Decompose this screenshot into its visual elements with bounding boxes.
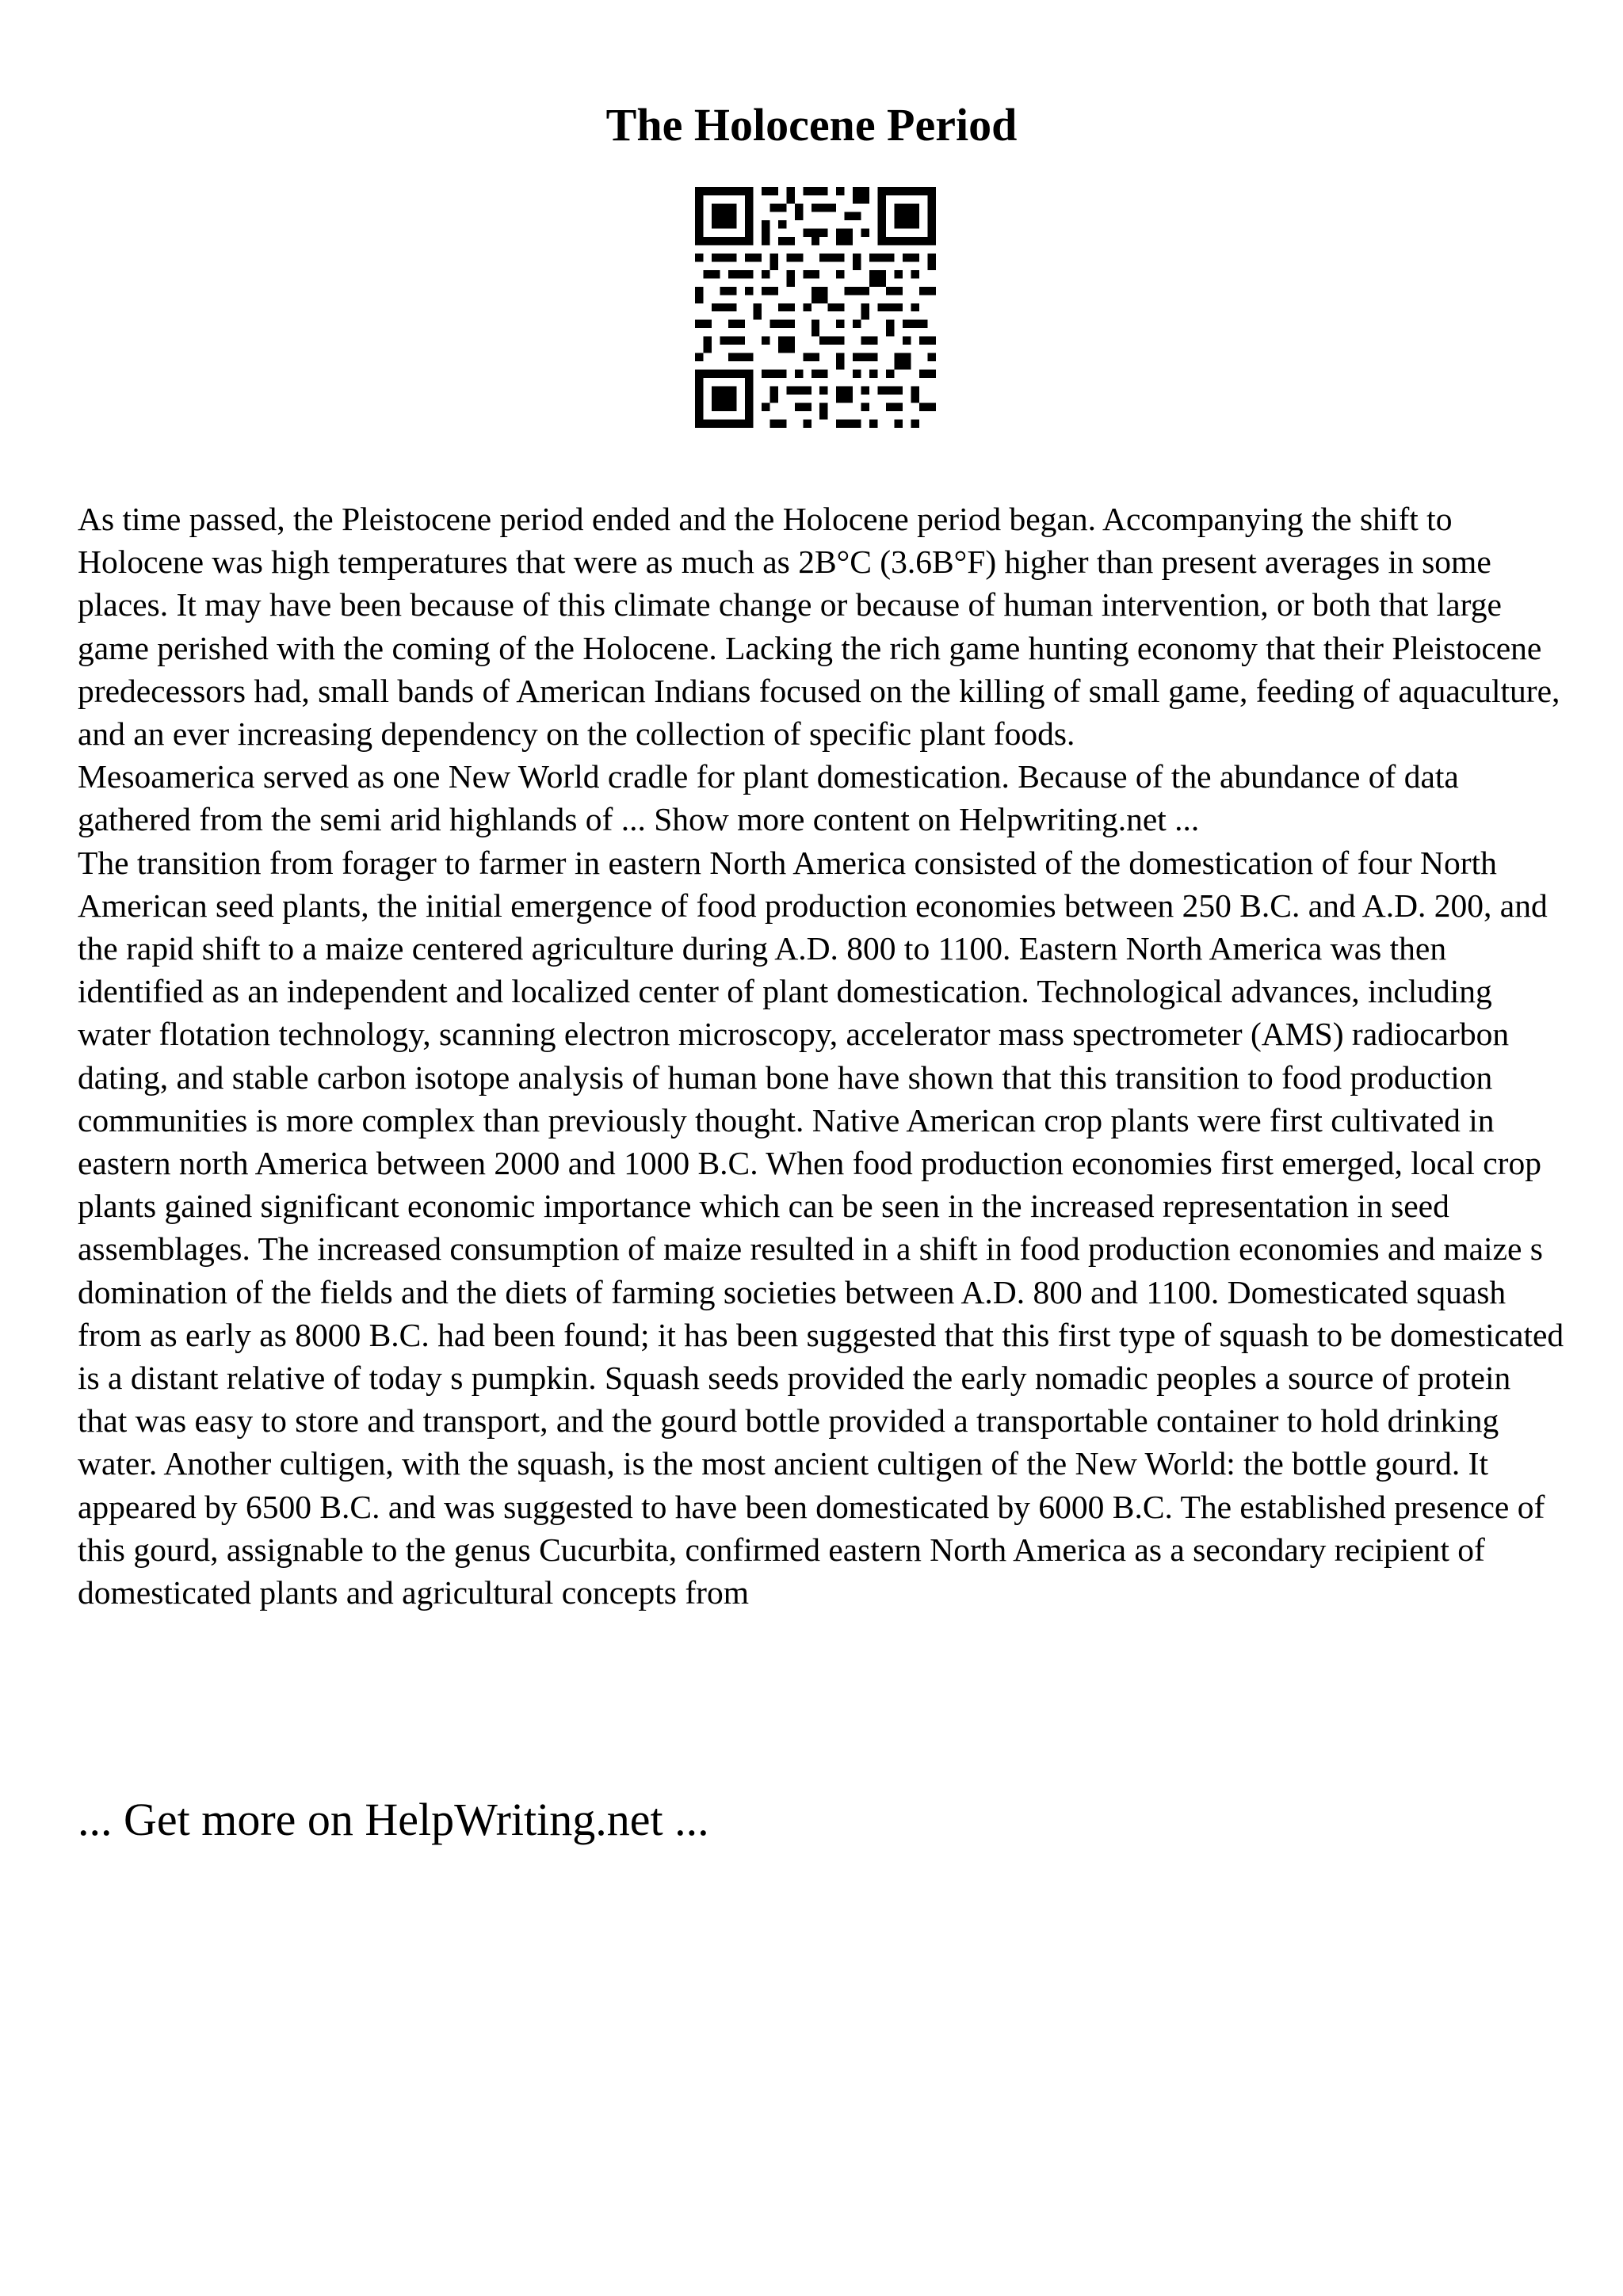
paragraph-1: As time passed, the Pleistocene period ended and the Holocene period began. Accompanying the shift to Holocene was high temperatures that were as much as 2B°C (3.6B°F) higher than present averages in some places. It may have been because of this climate change or because of human intervention, or both that large game perished with the coming of the Holocene. Lacking the rich game hunting economy that their Pleistocene predecessors had, small bands of American Indians focused on the killing of small game, feeding of aquaculture, and an ever increasing dependency on the collection of specific plant foods. — [78, 501, 1560, 753]
page-title: The Holocene Period — [605, 99, 1018, 151]
article-body — [78, 498, 1568, 1614]
qr-code-graphic — [695, 187, 936, 428]
paragraph-2: Mesoamerica served as one New World cradle for plant domestication. Because of the abundance of data gathered from the semi arid highlands of ... Show more content on Helpwriting.net ... — [78, 758, 1459, 838]
get-more-link[interactable]: ... Get more on HelpWriting.net ... — [78, 1794, 709, 1845]
paragraph-3: The transition from forager to farmer in eastern North America consisted of the domestication of four North American seed plants, the initial emergence of food production economies between 250 B.C. and A.D. 200, and the rapid shift to a maize centered agriculture during A.D. 800 to 1100. Eastern North America was then identified as an independent and localized center of plant domestication. Technological advances, including water flotation technology, scanning electron microscopy, accelerator mass spectrometer (AMS) radiocarbon dating, and stable carbon isotope analysis of human bone have shown that this transition to food production communities is more complex than previously thought. Native American crop plants were first cultivated in eastern north America between 2000 and 1000 B.C. When food production economies first emerged, local crop plants gained significant economic importance which can be seen in the increased representation in seed assemblages. The increased consumption of maize resulted in a shift in food production economies and maize s domination of the fields and the diets of farming societies between A.D. 800 and 1100. Domesticated squash from as early as 8000 B.C. had been found; it has been suggested that this first type of squash to be domesticated is a distant relative of today s pumpkin. Squash seeds provided the early nomadic peoples a source of protein that was easy to store and transport, and the gourd bottle provided a transportable container to hold drinking water. Another cultigen, with the squash, is the most ancient cultigen of the New World: the bottle gourd. It appeared by 6500 B.C. and was suggested to have been domesticated by 6000 B.C. The established presence of this gourd, assignable to the genus Cucurbita, confirmed eastern North America as a secondary recipient of domesticated plants and agricultural concepts from — [78, 844, 1564, 1611]
qr-code-icon[interactable] — [695, 187, 936, 428]
